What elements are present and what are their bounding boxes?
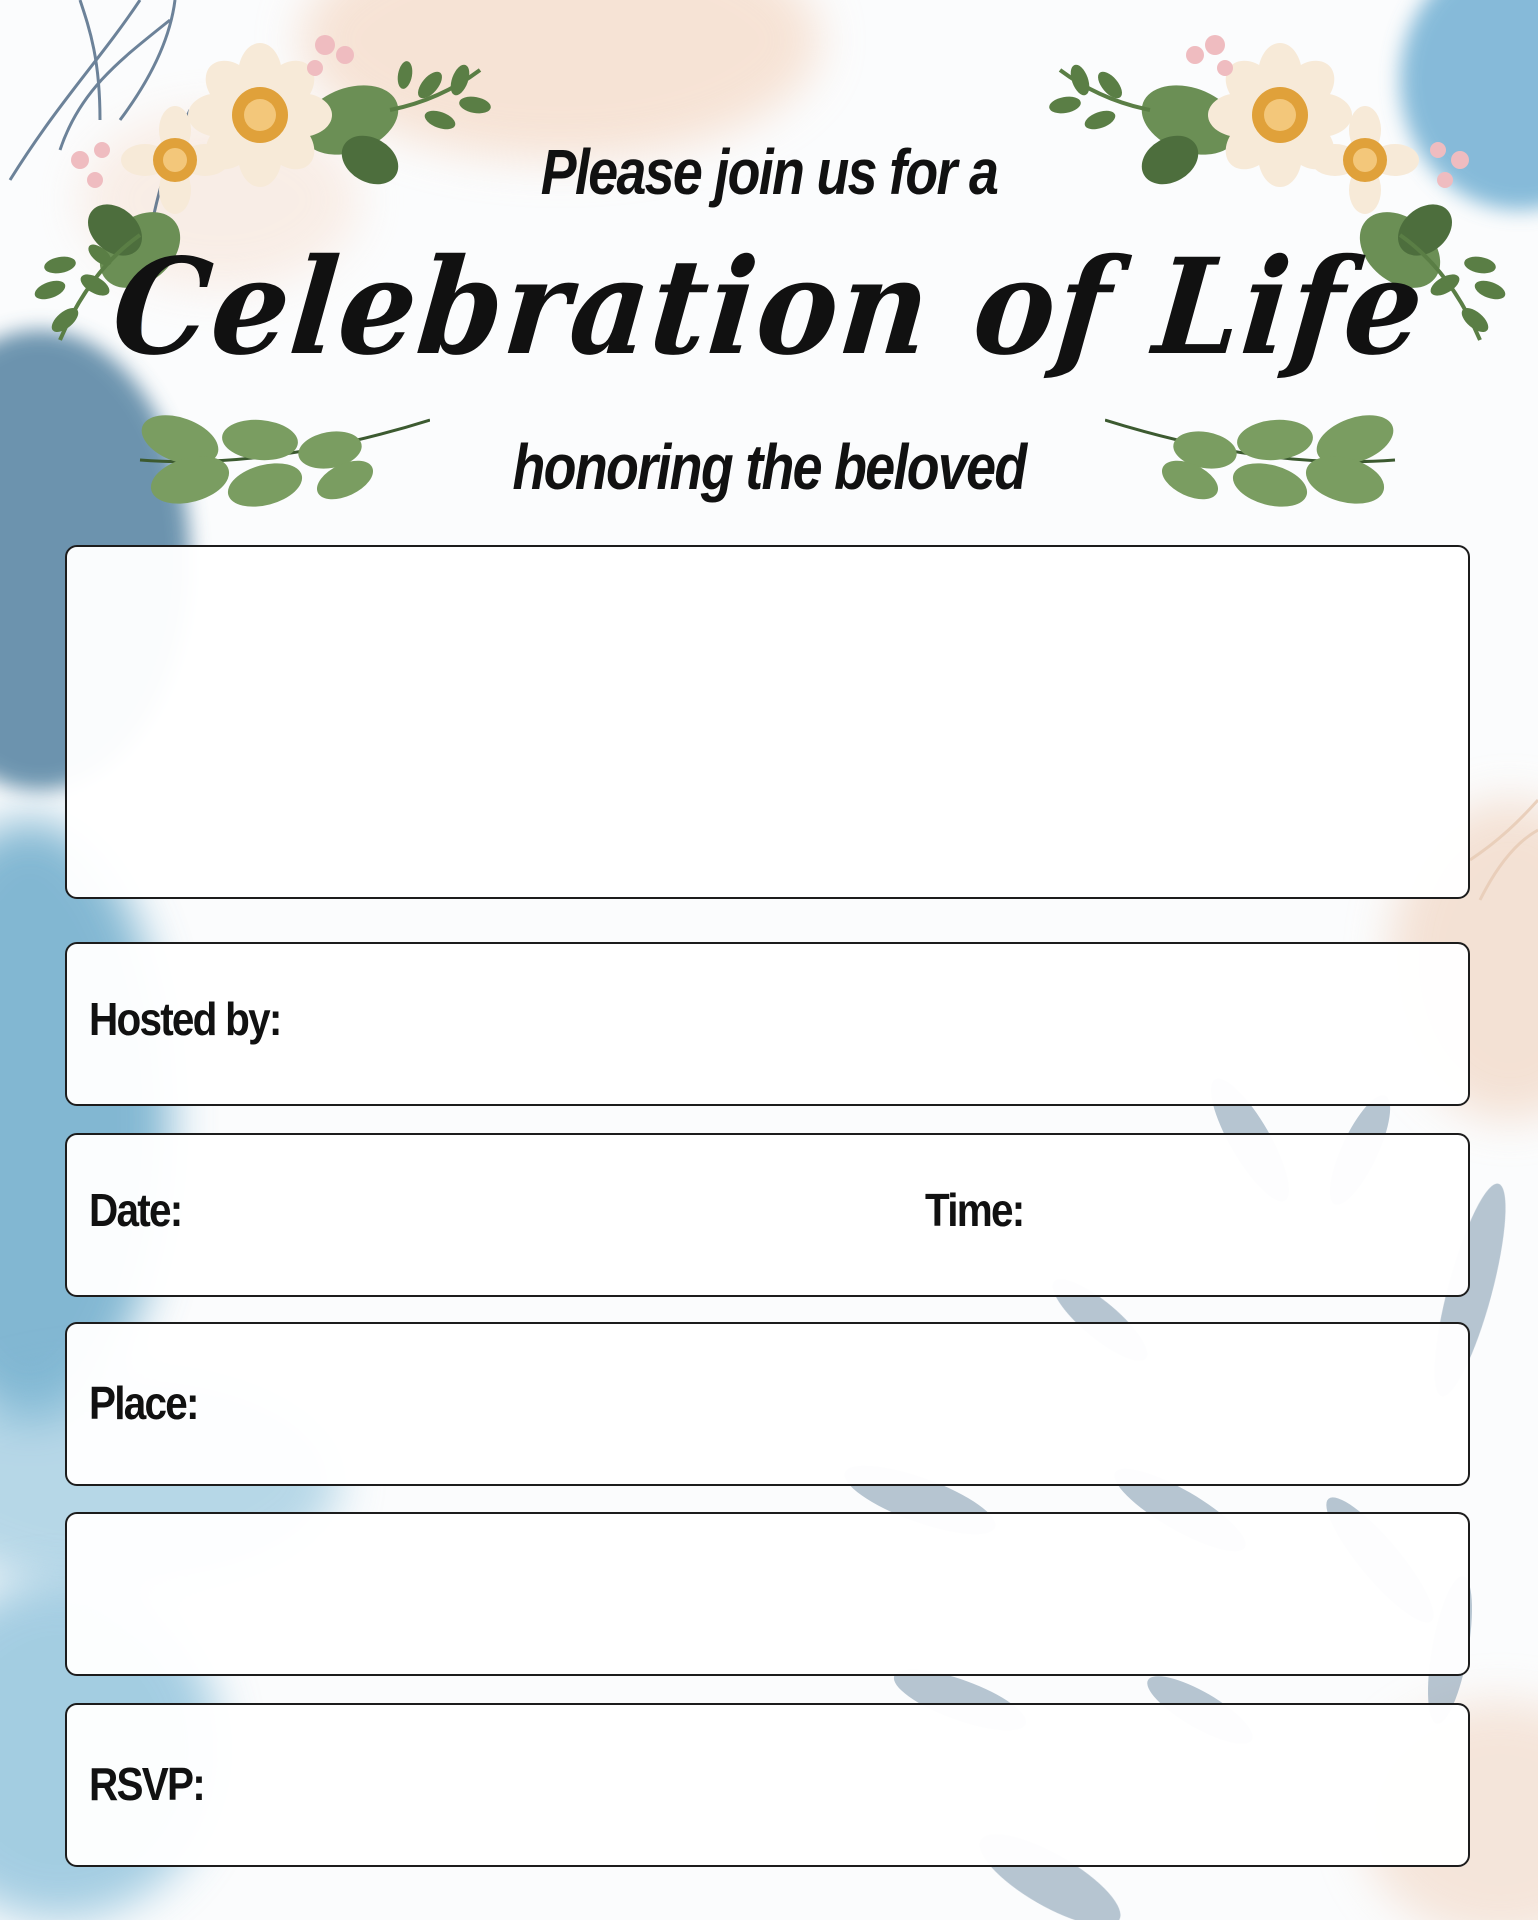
date-label: Date: [89, 1184, 182, 1236]
date-time-field[interactable] [65, 1133, 1470, 1297]
hosted-by-field[interactable] [65, 942, 1470, 1106]
intro-text: Please join us for a [540, 136, 998, 208]
photo-box[interactable] [65, 545, 1470, 899]
rsvp-label: RSVP: [89, 1758, 204, 1810]
hosted-by-label: Hosted by: [89, 993, 281, 1045]
place-field[interactable] [65, 1322, 1470, 1486]
time-label: Time: [925, 1184, 1024, 1236]
page-title: Celebration of Life [106, 230, 1432, 385]
subtitle-text: honoring the beloved [512, 431, 1026, 503]
blank-field[interactable] [65, 1512, 1470, 1676]
rsvp-field[interactable] [65, 1703, 1470, 1867]
place-label: Place: [89, 1377, 198, 1429]
